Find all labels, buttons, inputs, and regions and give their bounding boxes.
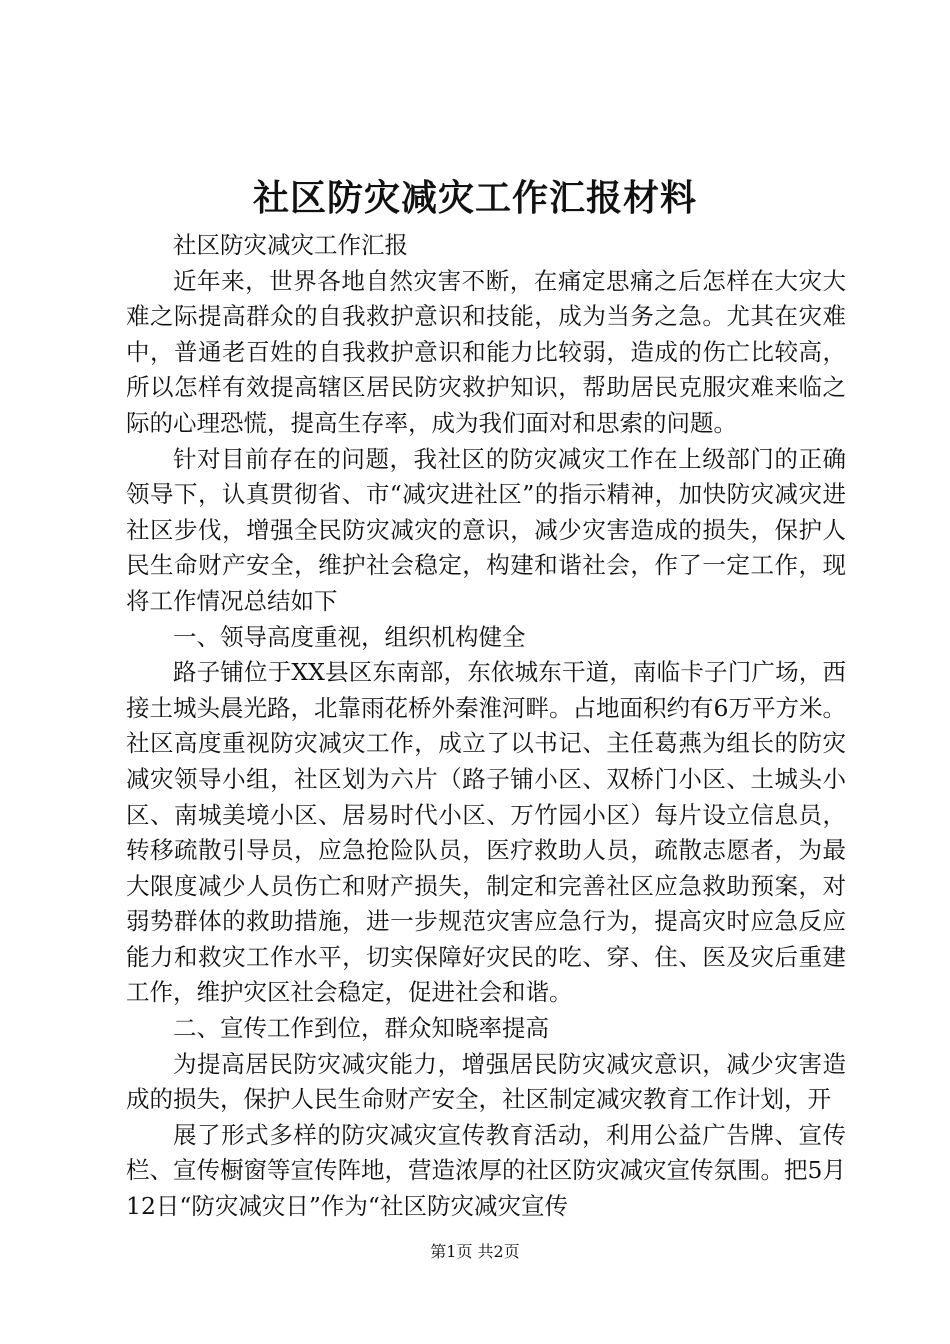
document-body — [126, 228, 846, 1225]
page-title: 社区防灾减灾工作汇报材料 — [252, 177, 697, 219]
paragraph-summary: 针对目前存在的问题，我社区的防灾减灾工作在上级部门的正确领导下，认真贯彻省、市“减灾进社区”的指示精神，加快防灾减灾进社区步伐，增强全民防灾减灾的意识，减少灾害造成的损失，保护人民生命财产安全，维护社会稳定，构建和谐社会，作了一定工作，现将工作情况总结如下 — [126, 444, 846, 615]
paragraph-section-1: 路子铺位于XX县区东南部，东依城东干道，南临卡子门广场，西接土城头晨光路，北靠雨花桥外秦淮河畔。占地面积约有6万平方米。社区高度重视防灾减灾工作，成立了以书记、主任葛燕为组长的防灾减灾领导小组，社区划为六片（路子铺小区、双桥门小区、土城头小区、南城美境小区、居易时代小区、万竹园小区）每片设立信息员，转移疏散引导员，应急抢险队员，医疗救助人员，疏散志愿者，为最大限度减少人员伤亡和财产损失，制定和完善社区应急救助预案，对弱势群体的救助措施，进一步规范灾害应急行为，提高灾时应急反应能力和救灾工作水平，切实保障好灾民的吃、穿、住、医及灾后重建工作，维护灾区社会稳定，促进社会和谐。 — [126, 658, 846, 1007]
section-heading-2: 二、宣传工作到位，群众知晓率提高 — [173, 1014, 549, 1043]
paragraph-section-2b: 展了形式多样的防灾减灾宣传教育活动，利用公益广告牌、宣传栏、宣传橱窗等宣传阵地，营造浓厚的社区防灾减灾宣传氛围。把5月12日“防灾减灾日”作为“社区防灾减灾宣传 — [126, 1120, 846, 1221]
page-footer: 第1页 共2页 — [430, 1242, 520, 1261]
paragraph-intro: 近年来，世界各地自然灾害不断，在痛定思痛之后怎样在大灾大难之际提高群众的自我救护意识和技能，成为当务之急。尤其在灾难中，普通老百姓的自我救护意识和能力比较弱，造成的伤亡比较高，所以怎样有效提高辖区居民防灾救护知识，帮助居民克服灾难来临之际的心理恐慌，提高生存率，成为我们面对和思索的问题。 — [126, 266, 846, 437]
section-heading-1: 一、领导高度重视，组织机构健全 — [173, 622, 526, 651]
paragraph-section-2a: 为提高居民防灾减灾能力，增强居民防灾减灾意识，减少灾害造成的损失，保护人民生命财产安全，社区制定减灾教育工作计划，开 — [126, 1049, 846, 1114]
paragraph-subtitle: 社区防灾减灾工作汇报 — [173, 231, 408, 259]
